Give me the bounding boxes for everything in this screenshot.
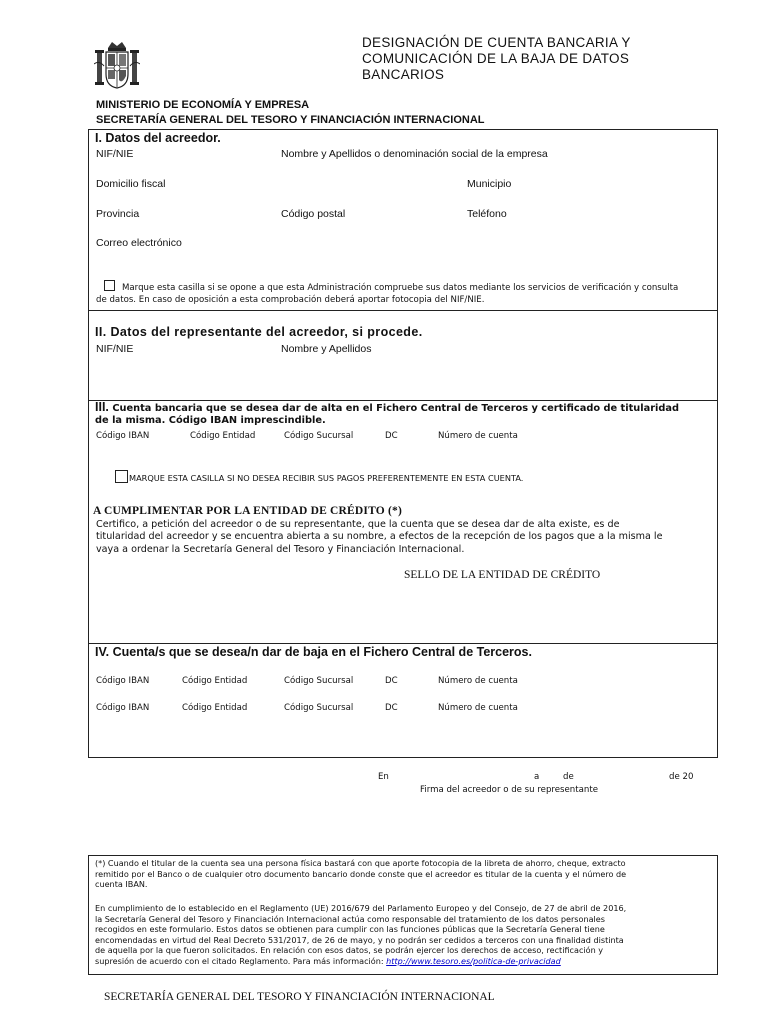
phone-label: Teléfono (467, 208, 507, 220)
bank-entity-heading: A CUMPLIMENTAR POR LA ENTIDAD DE CRÉDITO (*) (93, 505, 402, 517)
ministry-header (96, 98, 485, 128)
privacy-text: recogidos en este formulario. Estos datos se obtienen para cumplir con las funciones públicas que la Secretaría General tiene (95, 924, 605, 935)
col-iban: Código IBAN (96, 703, 150, 713)
bank-certification-text: vaya a ordenar la Secretaría General del Tesoro y Financiación Internacional. (96, 543, 465, 555)
bank-certification-text: Certifico, a petición del acreedor o de su representante, que la cuenta que se desea dar de alta existe, es de (96, 519, 620, 530)
section-4-heading: IV. Cuenta/s que se desea/n dar de baja en el Fichero Central de Terceros. (95, 645, 532, 659)
signature-caption: Firma del acreedor o de su representante (420, 785, 598, 795)
col-dc: DC (385, 703, 398, 713)
oppose-verification-checkbox[interactable] (104, 280, 115, 291)
col-sucursal: Código Sucursal (284, 676, 354, 686)
privacy-text: la Secretaría General del Tesoro y Financiación Internacional actúa como responsable del tratamiento de los datos personales (95, 913, 605, 924)
day-label: a (534, 772, 540, 782)
section-bank-account (88, 400, 718, 644)
section-3-roman: III. (95, 400, 109, 414)
bank-certification-text: titularidad del acreedor y se encuentra abierta a su nombre, a efectos de la recepción de los pagos que a la misma le (96, 531, 663, 543)
section-3-heading: Cuenta bancaria que se desea dar de alta en el Fichero Central de Terceros y certificado de titularidad (112, 403, 680, 414)
col-dc: DC (385, 431, 398, 441)
municipio-label: Municipio (467, 178, 512, 190)
privacy-policy-link[interactable]: http://www.tesoro.es/politica-de-privacidad (386, 955, 561, 966)
col-sucursal: Código Sucursal (284, 703, 354, 713)
document-title (362, 35, 702, 83)
ministry-name: MINISTERIO DE ECONOMÍA Y EMPRESA (96, 99, 310, 111)
col-cuenta: Número de cuenta (438, 431, 518, 441)
privacy-text-prefix: supresión de acuerdo con el citado Reglamento. Para más información: (95, 955, 387, 966)
section-representative-data (88, 310, 718, 401)
title-line: COMUNICACIÓN DE LA BAJA DE DATOS (362, 51, 630, 66)
col-iban: Código IBAN (96, 431, 150, 441)
col-sucursal: Código Sucursal (284, 431, 354, 441)
title-line: BANCARIOS (362, 67, 445, 82)
bank-stamp-label: SELLO DE LA ENTIDAD DE CRÉDITO (404, 569, 601, 581)
oppose-verification-text: Marque esta casilla si se opone a que esta Administración compruebe sus datos mediante los servicios de verificación y consulta (122, 283, 679, 293)
page-footer: SECRETARÍA GENERAL DEL TESORO Y FINANCIACIÓN INTERNACIONAL (104, 991, 495, 1003)
privacy-text: encomendadas en virtud del Real Decreto 531/2017, de 26 de mayo, y no podrán ser cedidos a terceros con una finalidad distinta (95, 934, 624, 945)
footnote-box (88, 855, 718, 975)
coat-of-arms-logo (94, 40, 140, 90)
rep-name-label: Nombre y Apellidos (281, 343, 372, 355)
month-label: de (563, 772, 574, 782)
year-label: de 20 (669, 772, 694, 782)
privacy-text (95, 956, 626, 967)
col-cuenta: Número de cuenta (438, 676, 518, 686)
place-label: En (378, 772, 389, 782)
section-1-heading: I. Datos del acreedor. (95, 131, 221, 145)
section-2-heading: II. Datos del representante del acreedor, si procede. (95, 325, 423, 339)
email-label: Correo electrónico (96, 237, 182, 249)
col-entidad: Código Entidad (190, 431, 256, 441)
footnote-text: remitido por el Banco o de cualquier otro documento bancario donde conste que el acreedor es titular de la cuenta y el número de (95, 868, 627, 879)
postal-code-label: Código postal (281, 208, 346, 220)
section-creditor-data (88, 129, 718, 311)
name-label: Nombre y Apellidos o denominación social de la empresa (281, 148, 548, 160)
secretariat-name: SECRETARÍA GENERAL DEL TESORO Y FINANCIACIÓN INTERNACIONAL (96, 114, 485, 126)
col-iban: Código IBAN (96, 676, 150, 686)
col-entidad: Código Entidad (182, 676, 248, 686)
no-preferred-account-label: MARQUE ESTA CASILLA SI NO DESEA RECIBIR SUS PAGOS PREFERENTEMENTE EN ESTA CUENTA. (129, 473, 524, 483)
provincia-label: Provincia (96, 208, 140, 220)
privacy-text: En cumplimiento de lo establecido en el Reglamento (UE) 2016/679 del Parlamento Europeo y del Consejo, de 27 de abril de 2016, (95, 903, 627, 913)
no-preferred-account-checkbox[interactable] (115, 470, 128, 483)
col-dc: DC (385, 676, 398, 686)
col-cuenta: Número de cuenta (438, 703, 518, 713)
footnote-text: (*) Cuando el titular de la cuenta sea una persona física bastará con que aporte fotocopia de la libreta de ahorro, cheque, extracto (95, 858, 626, 868)
privacy-text: de aquella por la que fueron solicitados. En relación con esos datos, se podrán ejercer los derechos de acceso, rectificación y (95, 945, 604, 956)
section-accounts-to-remove (88, 643, 718, 758)
col-entidad: Código Entidad (182, 703, 248, 713)
nif-label: NIF/NIE (96, 148, 134, 160)
footnote-text: cuenta IBAN. (95, 879, 148, 890)
oppose-verification-text: de datos. En caso de oposición a esta comprobación deberá aportar fotocopia del NIF/NIE. (96, 295, 485, 305)
domicilio-label: Domicilio fiscal (96, 178, 166, 190)
title-line: DESIGNACIÓN DE CUENTA BANCARIA Y (362, 35, 631, 50)
section-3-heading: de la misma. Código IBAN imprescindible. (95, 415, 326, 426)
rep-nif-label: NIF/NIE (96, 343, 134, 355)
